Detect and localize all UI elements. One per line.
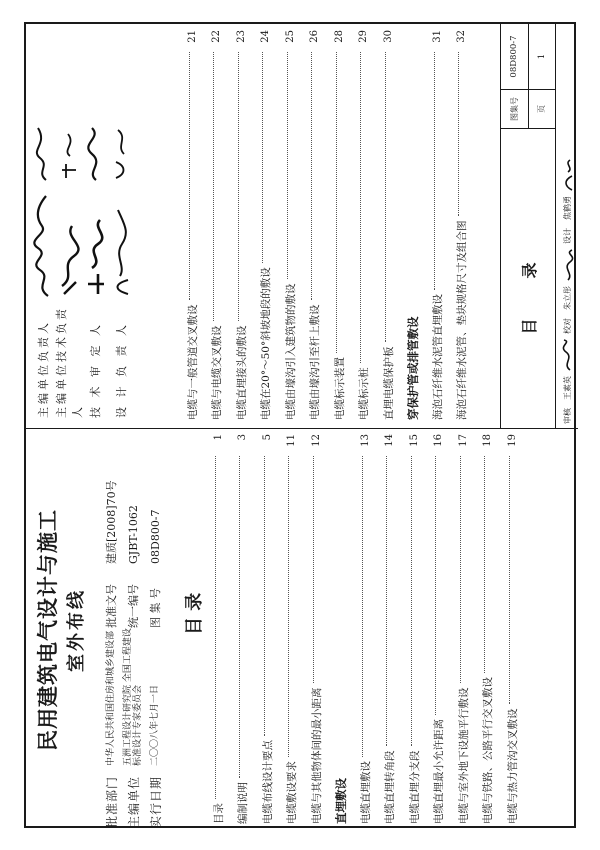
role-row xyxy=(82,38,108,418)
toc-item[interactable] xyxy=(425,30,450,420)
toc-item-page: 32 xyxy=(456,30,468,43)
proof-label: 校对 xyxy=(563,318,572,334)
toc-item-page: 13 xyxy=(359,434,371,447)
signature-image xyxy=(32,190,54,300)
toc-leader-dots xyxy=(460,456,461,684)
toc-list-right xyxy=(180,30,474,420)
info-value: 建质[2008]70号 xyxy=(105,480,118,564)
toc-item-page: 31 xyxy=(431,30,443,43)
review-label: 审核 xyxy=(563,408,572,424)
title-block xyxy=(500,24,578,428)
toc-item-title: 电缆由壕沟引至杆上敷设 xyxy=(309,304,322,420)
toc-leader-dots xyxy=(434,52,435,290)
toc-item[interactable] xyxy=(476,434,501,824)
signature-image xyxy=(110,190,132,300)
cover-info-table xyxy=(100,430,166,828)
toc-leader-dots xyxy=(264,456,265,736)
atlas-label: 图集号 xyxy=(501,89,528,128)
review-name: 王素英 xyxy=(563,376,572,400)
toc-item-title: 电缆由壕沟引入建筑物的敷设 xyxy=(284,283,297,420)
toc-item[interactable] xyxy=(205,30,230,420)
atlas-cell xyxy=(501,24,529,128)
toc-item-page: 15 xyxy=(408,434,420,447)
toc-heading: 目 录 xyxy=(184,592,205,635)
toc-item-page: 25 xyxy=(284,30,296,43)
toc-item-title: 电缆直埋敷设 xyxy=(359,761,372,824)
toc-item-title: 电缆与一般管道交叉敷设 xyxy=(186,304,199,420)
info-key: 批准文号 xyxy=(105,584,118,628)
toc-item-page: 3 xyxy=(237,434,249,441)
info-key: 实行日期 xyxy=(148,775,163,828)
toc-item-title: 编制说明 xyxy=(237,782,250,824)
toc-item-title: 电缆与电缆交叉敷设 xyxy=(211,325,224,420)
toc-item[interactable] xyxy=(353,434,378,824)
signature-image xyxy=(84,124,106,184)
toc-item[interactable] xyxy=(254,30,279,420)
toc-item[interactable] xyxy=(352,30,377,420)
toc-item[interactable] xyxy=(376,30,401,420)
design-name: 焦鹤勇 xyxy=(563,196,572,220)
rotated-content xyxy=(26,24,578,830)
toc-item[interactable] xyxy=(278,30,303,420)
info-value: 08D800-7 xyxy=(148,509,162,564)
toc-item-page: 18 xyxy=(482,434,494,447)
toc-leader-dots xyxy=(385,52,386,343)
page-label: 页 xyxy=(529,89,556,128)
toc-leader-dots xyxy=(313,456,314,684)
toc-leader-dots xyxy=(262,52,263,263)
toc-leader-dots xyxy=(411,456,412,747)
title-block-title: 目录 xyxy=(501,128,556,428)
toc-item-title: 电缆布线设计要点 xyxy=(261,740,274,824)
signature-image xyxy=(560,158,576,192)
toc-item-page: 21 xyxy=(186,30,198,43)
toc-leader-dots xyxy=(509,456,510,705)
toc-item[interactable] xyxy=(500,434,525,824)
toc-item-page: 29 xyxy=(358,30,370,43)
page-value: 1 xyxy=(536,53,547,60)
info-value: GJBT-1062 xyxy=(126,505,140,564)
design-label: 设计 xyxy=(563,228,572,244)
signature-image xyxy=(32,124,54,184)
toc-item-page: 23 xyxy=(235,30,247,43)
toc-item[interactable] xyxy=(206,434,231,824)
toc-item-page: 19 xyxy=(506,434,518,447)
toc-item[interactable] xyxy=(229,30,254,420)
signature-image xyxy=(84,190,106,300)
toc-section-heading: 穿保护管或排管敷设 xyxy=(405,316,420,420)
toc-leader-dots xyxy=(435,456,436,715)
toc-leader-dots xyxy=(238,52,239,322)
title-block-cells xyxy=(501,24,556,128)
responsibility-block xyxy=(30,38,134,418)
toc-item-title: 电缆与铁路、公路平行交叉敷设 xyxy=(482,677,495,824)
toc-item-page: 5 xyxy=(261,434,273,441)
toc-item-page: 22 xyxy=(211,30,223,43)
signature-image xyxy=(58,124,80,184)
info-key: 主编单位 xyxy=(126,775,141,828)
toc-item[interactable] xyxy=(231,434,256,824)
toc-item-page: 16 xyxy=(433,434,445,447)
toc-item-title: 电缆直埋最小允许距离 xyxy=(433,719,446,824)
toc-list-left xyxy=(206,434,525,824)
role-row xyxy=(108,38,134,418)
toc-item-title: 电缆敷设要求 xyxy=(286,761,299,824)
toc-leader-dots xyxy=(362,456,363,757)
toc-leader-dots xyxy=(287,52,288,280)
role-label: 设 计 负 责 人 xyxy=(115,322,128,418)
toc-item-title: 电缆标示桩 xyxy=(358,367,371,420)
toc-leader-dots xyxy=(215,456,216,799)
signature-image xyxy=(560,338,576,372)
toc-item-title: 目录 xyxy=(212,803,225,824)
toc-item-title: 电缆在20°～50°斜坡地段的敷设 xyxy=(260,267,273,420)
toc-item-page: 14 xyxy=(384,434,396,447)
toc-item-title: 电缆与室外地下设施平行敷设 xyxy=(457,687,470,824)
toc-item-title: 海泡石纤维水泥管、垫块规格尺寸及组合图 xyxy=(456,220,469,420)
toc-leader-dots xyxy=(311,52,312,301)
info-key: 统一编号 xyxy=(127,584,140,628)
info-key: 批准部门 xyxy=(104,775,119,828)
toc-item[interactable] xyxy=(378,434,403,824)
info-value: 二〇〇八年七月一日 xyxy=(150,684,160,766)
page-cell xyxy=(529,24,557,128)
toc-item[interactable] xyxy=(180,30,205,420)
toc-item-page: 26 xyxy=(309,30,321,43)
role-label: 主编单位负责人 xyxy=(37,320,50,418)
toc-item-title: 电缆与热力管沟交叉敷设 xyxy=(506,708,519,824)
signature-image xyxy=(560,248,576,282)
proof-name: 朱立彤 xyxy=(563,286,572,310)
toc-leader-dots xyxy=(360,52,361,364)
info-value: 中华人民共和国住房和城乡建设部 xyxy=(106,630,116,766)
toc-item-page: 17 xyxy=(457,434,469,447)
info-row xyxy=(122,430,144,828)
signature-image xyxy=(58,190,80,300)
drawing-sheet xyxy=(24,22,576,828)
toc-leader-dots xyxy=(336,52,337,353)
toc-item[interactable] xyxy=(280,434,305,824)
toc-item-title: 直埋电缆保护板 xyxy=(382,346,395,420)
sign-line xyxy=(556,24,579,428)
toc-item-title: 电缆标示装置 xyxy=(333,357,346,420)
toc-item-page: 30 xyxy=(382,30,394,43)
toc-item-page: 24 xyxy=(260,30,272,43)
toc-item-page: 11 xyxy=(286,434,298,447)
toc-item-page: 12 xyxy=(310,434,322,447)
toc-item-title: 电缆与其他物体间的最小距离 xyxy=(310,687,323,824)
toc-section-heading: 直埋敷设 xyxy=(333,778,348,824)
toc-leader-dots xyxy=(386,456,387,747)
toc-item-title: 电缆直埋转角段 xyxy=(384,750,397,824)
toc-leader-dots xyxy=(213,52,214,322)
toc-item-page: 28 xyxy=(333,30,345,43)
toc-item[interactable] xyxy=(427,434,452,824)
toc-leader-dots xyxy=(288,456,289,757)
toc-leader-dots xyxy=(484,456,485,673)
toc-item[interactable] xyxy=(450,30,475,420)
toc-item[interactable] xyxy=(255,434,280,824)
cover-subtitle: 室外布线 xyxy=(66,588,87,672)
toc-item-title: 海泡石纤维水泥管直埋敷设 xyxy=(431,294,444,420)
toc-pane xyxy=(26,24,578,428)
toc-item-title: 电缆直埋分支段 xyxy=(408,750,421,824)
toc-item[interactable] xyxy=(304,434,329,824)
info-key: 图 集 号 xyxy=(149,588,162,628)
toc-item-page: 1 xyxy=(212,434,224,441)
cover-title: 民用建筑电气设计与施工 xyxy=(36,509,60,751)
toc-leader-dots xyxy=(239,456,240,778)
info-row xyxy=(144,430,166,828)
role-row xyxy=(56,38,82,418)
role-label: 技 术 审 定 人 xyxy=(89,322,102,418)
toc-item[interactable] xyxy=(451,434,476,824)
toc-item-title: 电缆直埋接头的敷设 xyxy=(235,325,248,420)
toc-item[interactable] xyxy=(402,434,427,824)
role-label: 主编单位技术负责人 xyxy=(55,306,84,418)
atlas-value: 08D800-7 xyxy=(509,35,520,78)
toc-leader-dots xyxy=(458,52,459,217)
info-row xyxy=(100,430,122,828)
toc-item[interactable] xyxy=(303,30,328,420)
toc-item[interactable] xyxy=(327,30,352,420)
signature-image xyxy=(110,124,132,184)
info-value: 五洲工程设计研究院 全国工程建设标准设计专家委员会 xyxy=(123,628,143,766)
toc-leader-dots xyxy=(189,52,190,301)
cover-pane xyxy=(26,428,578,830)
